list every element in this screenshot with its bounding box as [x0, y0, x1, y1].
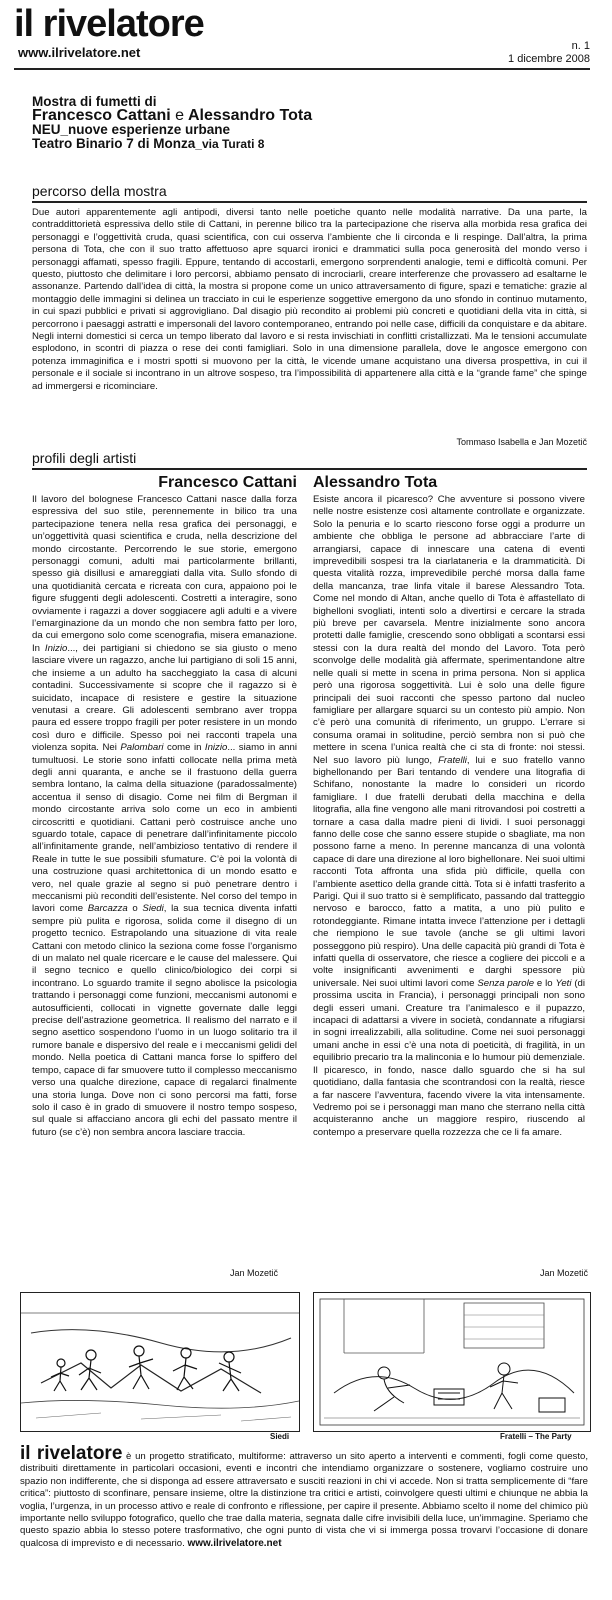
- cattani-text-e: o: [127, 903, 143, 915]
- tota-title-senza: Senza parole: [477, 977, 535, 989]
- tota-name: Alessandro Tota: [313, 474, 438, 491]
- exhibition-heading: [32, 95, 312, 151]
- cattani-title-inizio2: Inizio: [204, 742, 228, 754]
- siedi-illustration: [20, 1292, 300, 1432]
- cattani-signature: Jan Mozetič: [230, 1268, 279, 1278]
- section-title-profili: profili degli artisti: [32, 450, 137, 466]
- percorso-text: Due autori apparentemente agli antipodi, diversi tanto nelle poetiche quanto nelle modalità narrative. Da una parte, la contraddittorietà espressiva dello stile di Cattani, in perenne bilico tra la partecipazione che riserva alla morbida resa grafica dei personaggi e l’oggettività cruda, quasi scientifica, con cui osserva l’ambiente che li circonda e li respinge. Dall’altra, la prima persona di Tota, che con il suo tratto affettuoso apre squarci ironici e drammatici sulla poca generosità del mondo verso i personaggi affamati, spesso fragili. Eppure, tentando di accostarli, emergono sorprendenti analogie, temi e difficoltà comuni. Per questo, piuttosto che delimitare i loro percorsi, abbiamo pensato di incrociarli, creare interferenze che provassero ad esaltarne le assonanze. Partendo dall’idea di città, la mostra si propone come un unico attraversamento di figure, spazi e tematiche: grazie al montaggio delle immagini si delinea un tracciato in cui le esperienze soggettive emergono da uno sfondo in continuo mutamento, in cui spazi pubblici e privati si aggrovigliano. Dal disagio più recondito ai problemi più concreti e quotidiani della vita in città, si percorrono i paesaggi astratti e impersonali del lavoro contemporaneo, entrando poi nelle case, difficili da conquistare e da abitare. Negli interni domestici si cerca un tempo liberato dal lavoro e si resta invischiati in conflitti cristallizzati. Ma le tensioni accumulate esplodono, in scontri di piazza o rese dei conti famigliari. Solo in una dimensione parallela, dove le angosce emergono con potenza immaginifica e i mostri spotti si muovono per la città, le vicende umane acquistano una diversa prospettiva, in cui il personale e il sociale si incontrano in un altrove sospeso, tra l’impossibilità di appartenere alla città e la “grande fame” che spinge ad immergersi e ricominciare.: [32, 207, 587, 392]
- cattani-text: [32, 494, 297, 1139]
- cattani-title-barcazza: Barcazza: [87, 903, 128, 915]
- heading-conj: e: [175, 107, 185, 124]
- heading-artist2: Alessandro Tota: [187, 107, 313, 124]
- section-rule-percorso: [32, 201, 587, 203]
- tota-text-b: , lui e suo fratello vanno bighellonando per Bari tentando di vendere una litografia di Schifano, nonostante la madre lo consideri un ricordo famigliare. I due fratelli derubati della macchina e della litografia, alla fine vengono alle mani ritrovandosi poi costretti a tornare a casa dalla madre pieni di lividi. I suoi personaggi fanno delle cose che sanno essere stupide o sbagliate, ma non possono farne a meno. In perenne mancanza di una volontà capace di dare una direzione al loro bighellonare. Nei suoi ultimi racconti Tota affronta una sfida più difficile, quella con l’ambiente asettico della grande città. Tota si è infatti trasferito a Parigi. Qui il suo tratto si è semplificato, passando dal tratteggio nervoso e barocco, fatto a matita, a uno più pulito e rotondeggiante. Rimane intatta invece l’attenzione per i dettagli che riempiono le sue tavole (anche se gli ultimi lavori posseggono più respiro). Una delle capacità più grandi di Tota è infatti quella di osservatore, che riesce a cogliere dei piccoli e a volte insignificanti avvenimenti e darghi spessore più universale. Nei suoi ultimi lavori come: [313, 754, 585, 989]
- fratelli-drawing: [314, 1293, 590, 1431]
- footer-text: [20, 1443, 588, 1550]
- heading-venue-line: [32, 137, 312, 151]
- tota-text: [313, 494, 585, 1139]
- percorso-signature: Tommaso Isabella e Jan Mozetič: [456, 437, 587, 447]
- cattani-title-inizio: Inizio: [44, 642, 68, 654]
- masthead-url[interactable]: www.ilrivelatore.net: [18, 45, 141, 60]
- footer-brand: il rivelatore: [20, 1443, 123, 1464]
- cattani-text-a: Il lavoro del bolognese Francesco Cattani nasce dalla forza espressiva del suo stile, perennemente in bilico tra una partecipazione tenera nella resa grafica dei personaggi, e un’oggettività quasi scientifica e cruda, nella descrizione del mondo circostante. Percorrendo le sue storie, emergono personaggi comuni, adulti mai particolarmente brillanti, spesso già disillusi e amareggiati dalla vita. Sullo sfondo di una quotidianità cercata e ricreata con cura, appaiono poi le figure sfuggenti degli adolescenti. Costretti a interagire, sono ovviamente i ragazzi a dover soggiacere agli adulti e a vivere l’emarginazione da un mondo che non sembra fatto per loro, da cui emergono solo come scenografia, misera emanazione. In: [32, 494, 297, 654]
- cattani-title-siedi: Siedi: [142, 903, 164, 915]
- cattani-name: Francesco Cattani: [158, 474, 297, 491]
- siedi-drawing: [21, 1293, 299, 1431]
- heading-line3: NEU_nuove esperienze urbane: [32, 122, 231, 137]
- masthead-title: il rivelatore: [14, 3, 204, 45]
- issue-info: [508, 40, 590, 66]
- tota-text-d: (di prossima uscita in Francia), i personaggi principali non sono degli esseri umani. Creature tra l’animalesco e il pupazzo, incapaci di adattarsi a vivere in società, condannate a rifugiarsi in sogni irrealizzabili, alla solitudine. Come nei suoi personaggi umani anche in essi c’è una nota di poeticità, di fragilità, in un equilibrio precario tra la malinconia e lo humour più demenziale. Il picaresco, in fondo, nasce dallo sguardo che si ha sul quotidiano, dalla fantasia che scontrandosi con la realtà, riesce a far nascere l’avventura, facendo vivere la vita intensamente. Vedremo poi se i personaggi man mano che sterrano nella città acquisteranno anche un maggiore respiro, riuscendo al contempo a preservare quella rozzezza che ce li fa amare.: [313, 977, 585, 1138]
- heading-artist1: Francesco Cattani: [32, 107, 171, 124]
- tota-text-c: e lo: [534, 977, 556, 989]
- issue-number: n. 1: [571, 40, 590, 52]
- tota-title-fratelli: Fratelli: [438, 754, 467, 766]
- heading-artists: [32, 109, 312, 123]
- cattani-text-b: ..., dei partigiani si chiedono se sia giusto o meno lasciare vivere un ragazzo, anche lui partigiano di soli 15 anni, che insieme a un adulto ha saccheggiato la casa di alcuni contadini. Successivamente si scopre che il ragazzo si è suicidato, incapace di resistere e gestire la situazione venutasi a creare. Gli adolescenti sembrano aver troppa paura ed essere troppo fragili per poter resistere in un mondo così duro e difficile. Spesso poi nei racconti trapela una violenza sopita. Nei: [32, 642, 297, 754]
- tota-text-a: Esiste ancora il picaresco? Che avventure si possono vivere nelle nostre esistenze così altamente controllate e organizzate. Solo la penuria e lo scarto riescono forse oggi a produrre un ambiente che obbliga le persone ad abbracciare l’arte di arrangiarsi, capace di innescare una catena di eventi imprevedibili sospesi tra la ciarlataneria e la drammaticità. Di questa vitalità rozza, imprevedibile perché morsa dalla fame della mancanza, trae linfa vitale il barese Alessandro Tota. Come nel mondo di Altan, anche quello di Tota è affastellato di bighelloni svogliati, intenti solo a divertirsi e cercare la strada più breve per cavarsela. Mentre inizialmente sono ancora protetti dalle famiglie, crescendo sono obbligati a scontarsi essi stessi con la dura realtà del mondo del Lavoro. Tota però sconvolge delle modalità già affermate, sperimentandone altre nelle quali si mette in scena in prima persona. Non si applica però una rigorosa soggettività. Lui è solo una delle figure principali dei suoi racconti che spesso partono dal nucleo famigliare per allargare squarci su un contesto più ampio. Non c’è però una comunità di riferimento, un gruppo. L’errare si consuma oramai in solitudine, perciò sembra non si può che mettere in scena l’unica realtà che ci sta di fronte: noi stessi. Nel suo lavoro più lungo,: [313, 494, 585, 766]
- masthead-rule: [14, 68, 590, 70]
- tota-signature: Jan Mozetič: [540, 1268, 589, 1278]
- heading-address: _via Turati 8: [195, 137, 265, 151]
- cattani-title-palombari: Palombari: [120, 742, 164, 754]
- tota-title-yeti: Yeti: [555, 977, 572, 989]
- heading-line1: Mostra di fumetti di: [32, 94, 157, 109]
- section-title-percorso: percorso della mostra: [32, 183, 167, 199]
- cattani-text-c: come in: [163, 742, 205, 754]
- heading-venue: Teatro Binario 7 di Monza: [32, 136, 196, 151]
- issue-date: 1 dicembre 2008: [508, 53, 590, 65]
- fratelli-illustration: [313, 1292, 591, 1432]
- cattani-text-f: , la sua tecnica diventa infatti sempre più pulita e rigorosa, solida come il disegno di un progetto tecnico. Estrapolando una situazione di vita reale Cattani con metodo clinico la seziona come fosse l’organismo di un malato nel quale ricercare e le cause del malessere. Qui il segno tecnico e quello clinico/biologico dei corpi si incontrano. Lo sguardo tramite il segno abolisce la psicologia trattando i personaggi come funzioni, meccanismi autonomi e autosufficienti, collocati in vignette governate dalle leggi precise dell’astrazione geometrica. Il realismo del narrato e il segno asettico sospendono l’uomo in un luogo solitario tra il rumore banale e dispersivo del reale e i meccanismi gelidi del mondo. Nella poetica di Cattani manca forse lo spiffero del tempo, capace di far smuovere tutto il complesso meccanismo verso una qualche direzione, capace di regalarci finalmente una storia lunga. Dove non ci sono percorsi ma fatti, forse solo il caso è in grado di smuovere il nostro tempo sospeso, sul quale si affacciano ancora gli echi del passato mentre il futuro (se c’è) non sembra ancora lasciare traccia.: [32, 903, 298, 1138]
- section-rule-profili: [32, 468, 587, 470]
- footer-body: è un progetto stratificato, multiforme: attraverso un sito aperto a interventi e commenti, fogli come questo, distribuiti direttamente in particolari occasioni, eventi e incontri che intendiamo organizzare o sostenere, vogliamo costruire uno spazio non indifferente, che si disponga ad essere attraversato e susciti reazioni in chi vi accede. Non si tratta semplicemente di “fare critica”: piuttosto di sconfinare, pensare insieme, oltre la distinzione tra critici e artisti, coinvolgere questi ultimi e chiunque ne abbia la voglia, l’urgenza, in un processo attivo e reale di confronto e riflessione, per capire il presente. Abbiamo scelto il nome del chimico più importante nello sviluppo fotografico, quello che trae dalla materia, segnata dalle cifre invisibili della luce, un’immagine. Speriamo che questo spazio abbia lo stesso potere trasformativo, che ogni punto di vista che vi si immerga possa trovarvi l’occasione di donare qualcosa di imprevisto e di necessario.: [20, 1451, 588, 1549]
- footer-url[interactable]: www.ilrivelatore.net: [187, 1537, 282, 1549]
- fratelli-caption: Fratelli – The Party: [500, 1432, 572, 1441]
- siedi-caption: Siedi: [270, 1432, 290, 1441]
- cattani-text-d: ... siamo in anni tumultuosi. Le storie sono infatti collocate nella prima metà degli anni quaranta, e anche se il frastuono della guerra sembra lontano, la calma della situazione (paradossalmente) accentua il senso di disagio. Come nei film di Bergman il mondo circostante arriva solo come un eco in ambienti circoscritti e quotidiani. Cattani però costruisce anche uno sguardo totale, capace di penetrare dall’infinitamente piccolo all’infinitamente grande, nell’ambizioso tentativo di rendere il Reale in tutte le sue possibili sfumature. C’è poi la volontà di una costruzione quasi architettonica di un mondo esatto e vero, nel quale grazie al segno si può penetrare dentro i meccanismi più reconditi dell’esistente. Nel corso del tempo in lavori come: [32, 742, 297, 915]
